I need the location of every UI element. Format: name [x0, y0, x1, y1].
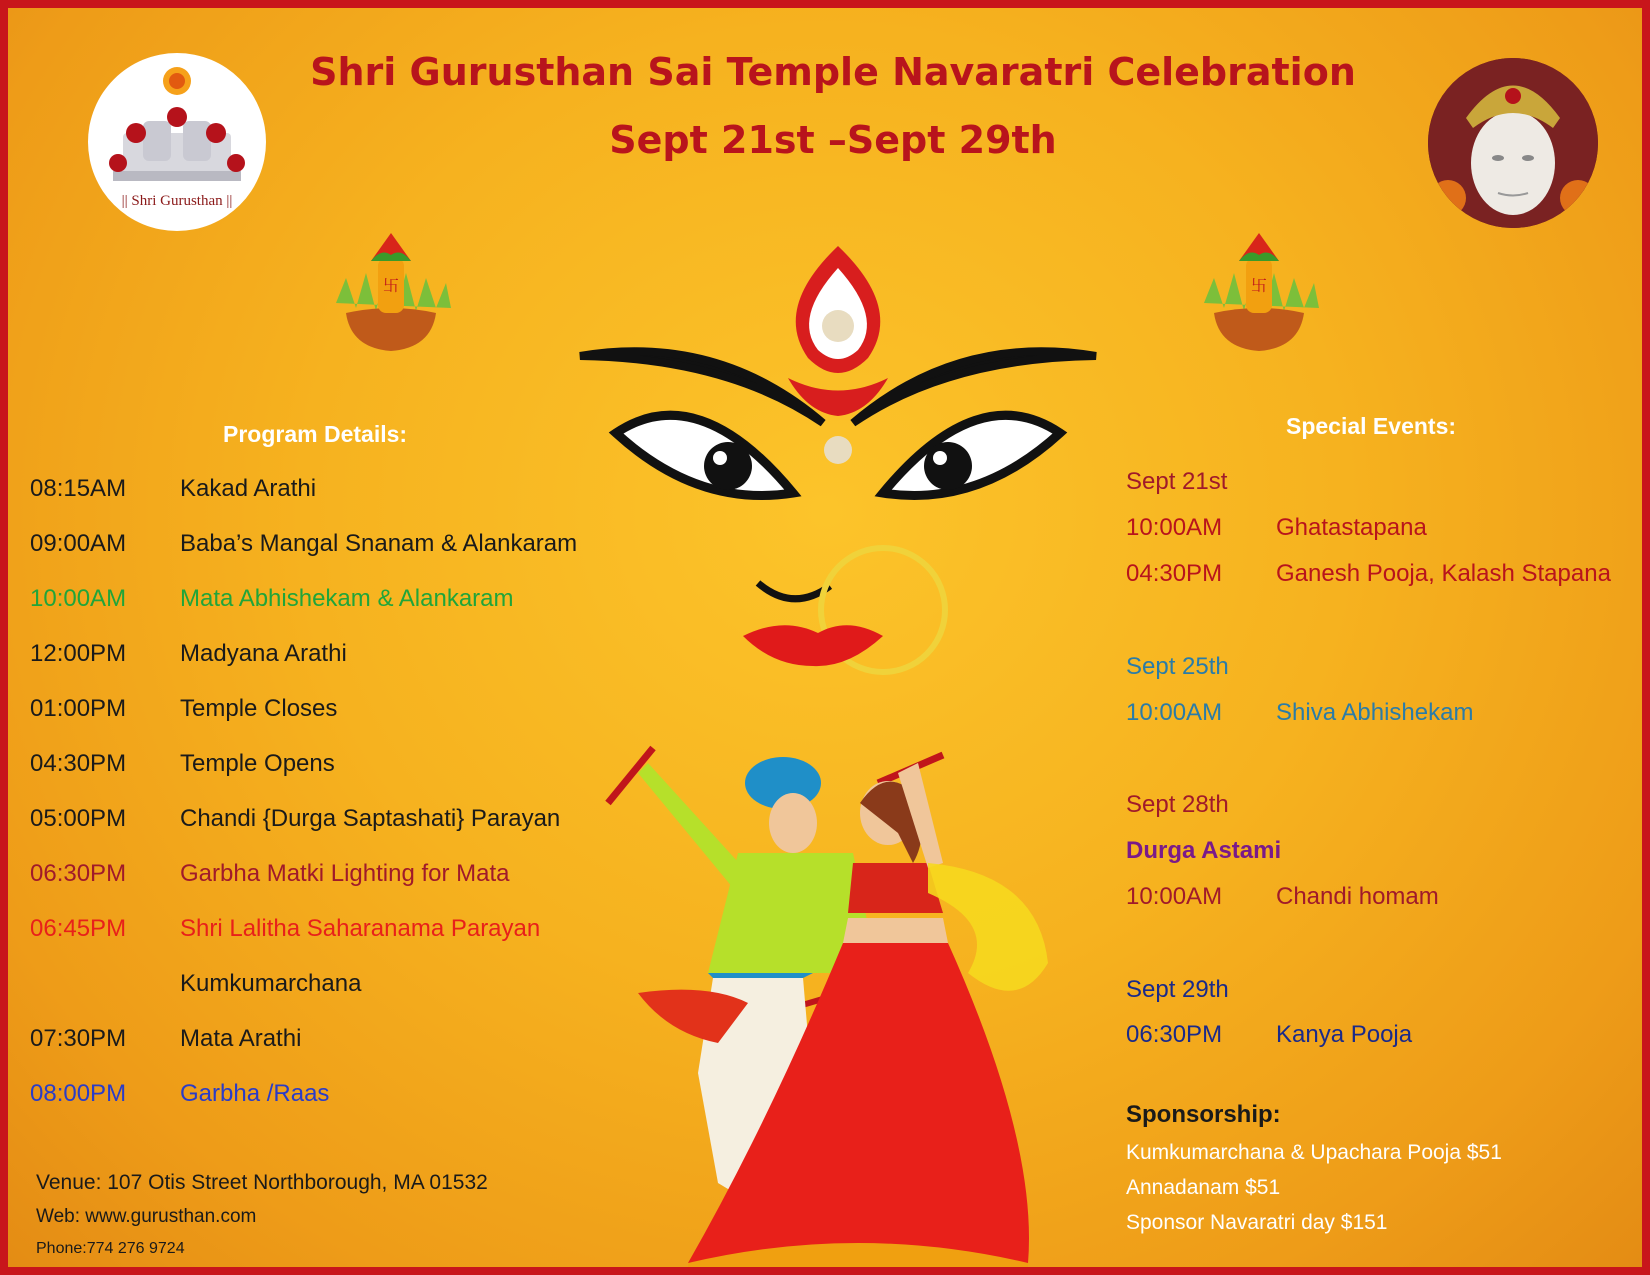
special-time: 06:30PM — [1126, 1021, 1223, 1048]
sponsorship-item: Kumkumarchana & Upachara Pooja $51 — [1126, 1141, 1502, 1164]
durga-face-illustration — [568, 238, 1108, 718]
temple-logo — [88, 53, 266, 231]
special-event: Ghatastapana — [1276, 514, 1427, 541]
phone-number: Phone:774 276 9724 — [36, 1240, 185, 1257]
program-time: 06:30PM — [30, 860, 127, 887]
special-time: 04:30PM — [1126, 560, 1223, 587]
program-event: Temple Opens — [180, 750, 335, 777]
kalash-left-icon — [326, 223, 456, 358]
special-subtitle: Durga Astami — [1126, 837, 1282, 864]
program-time: 09:00AM — [30, 530, 127, 557]
portrait-icon — [1428, 58, 1598, 228]
program-time: 08:15AM — [30, 475, 127, 502]
program-time: 04:30PM — [30, 750, 127, 777]
program-event: Shri Lalitha Saharanama Parayan — [180, 915, 541, 942]
special-event: Kanya Pooja — [1276, 1021, 1413, 1048]
logo-text: || Shri Gurusthan || — [121, 193, 233, 209]
program-time: 01:00PM — [30, 695, 127, 722]
special-event: Chandi homam — [1276, 883, 1439, 910]
sponsorship-item: Annadanam $51 — [1126, 1176, 1281, 1199]
program-event: Chandi {Durga Saptashati} Parayan — [180, 805, 561, 832]
special-event: Shiva Abhishekam — [1276, 699, 1474, 726]
program-event: Baba’s Mangal Snanam & Alankaram — [180, 530, 578, 557]
special-date: Sept 25th — [1126, 653, 1229, 680]
special-time: 10:00AM — [1126, 699, 1223, 726]
sponsorship-heading: Sponsorship: — [1126, 1101, 1281, 1128]
special-date: Sept 29th — [1126, 976, 1229, 1003]
poster-dates: Sept 21st –Sept 29th — [609, 118, 1057, 162]
venue-address: Venue: 107 Otis Street Northborough, MA 01532 — [36, 1171, 488, 1194]
sponsorship-item: Sponsor Navaratri day $151 — [1126, 1211, 1388, 1234]
program-time: 05:00PM — [30, 805, 127, 832]
svg-text:卐: 卐 — [382, 276, 400, 295]
special-time: 10:00AM — [1126, 883, 1223, 910]
program-event: Madyana Arathi — [180, 640, 347, 667]
poster-title: Shri Gurusthan Sai Temple Navaratri Celebration — [310, 50, 1356, 94]
sai-baba-portrait — [1428, 58, 1598, 228]
special-time: 10:00AM — [1126, 514, 1223, 541]
program-time: 12:00PM — [30, 640, 127, 667]
program-time: 07:30PM — [30, 1025, 127, 1052]
program-time: 08:00PM — [30, 1080, 127, 1107]
svg-text:卐: 卐 — [1250, 276, 1268, 295]
program-event: Temple Closes — [180, 695, 338, 722]
special-date: Sept 21st — [1126, 468, 1228, 495]
program-event: Garbha /Raas — [180, 1080, 330, 1107]
program-event: Kumkumarchana — [180, 970, 362, 997]
program-time: 06:45PM — [30, 915, 127, 942]
garba-dancers-illustration — [598, 743, 1098, 1275]
kalash-right-icon — [1194, 223, 1324, 358]
program-event: Mata Arathi — [180, 1025, 302, 1052]
program-details-heading: Program Details: — [223, 421, 408, 447]
program-event: Kakad Arathi — [180, 475, 317, 502]
special-event: Ganesh Pooja, Kalash Stapana — [1276, 560, 1611, 587]
website: Web: www.gurusthan.com — [36, 1206, 257, 1227]
program-event: Garbha Matki Lighting for Mata — [180, 860, 510, 887]
program-time: 10:00AM — [30, 585, 127, 612]
special-events-heading: Special Events: — [1286, 413, 1457, 439]
program-event: Mata Abhishekam & Alankaram — [180, 585, 514, 612]
special-date: Sept 28th — [1126, 791, 1229, 818]
